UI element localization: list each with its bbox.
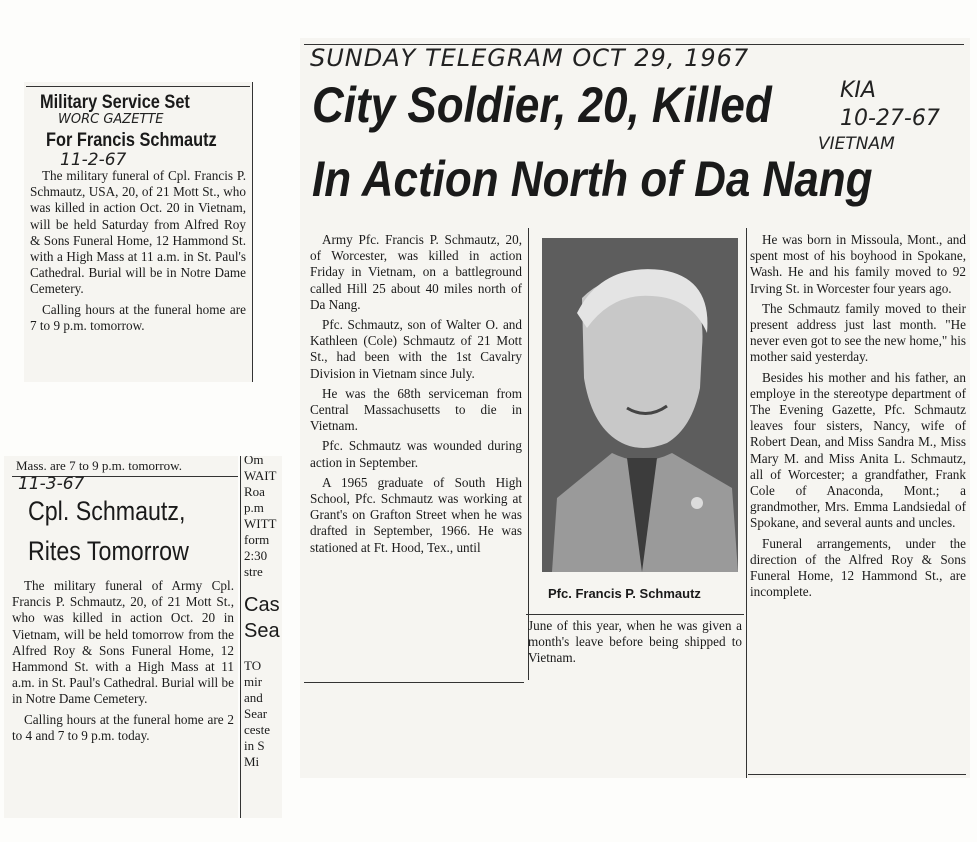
fragment-line: stre <box>244 564 263 579</box>
main-handwritten-kia: KIA <box>840 78 876 103</box>
caption-rule <box>526 614 744 615</box>
main-paragraph: A 1965 graduate of South High School, Pfc. Schmautz was working at Grant's on Grafton Street when he was drafted in September, 1966. He was stationed at Ft. Hood, Tex., until <box>310 474 522 555</box>
main-paragraph: He was born in Missoula, Mont., and spent most of his boyhood in Spokane, Wash. He and his family moved to 92 Irving St. in Worcester four years ago. <box>750 232 966 296</box>
clip1-right-rule <box>252 82 253 382</box>
clip2-paragraph: Calling hours at the funeral home are 2 to 4 and 7 to 9 p.m. today. <box>12 711 234 743</box>
main-bottom-rule-right <box>748 774 966 775</box>
fragment-line: TO <box>244 658 262 673</box>
main-paragraph: Pfc. Schmautz was wounded during action in September. <box>310 438 522 470</box>
main-paragraph: Pfc. Schmautz, son of Walter O. and Kathleen (Cole) Schmautz of 21 Mott St., had been with the 1st Cavalry Division in Vietnam since July. <box>310 317 522 381</box>
clip2-headline-1: Cpl. Schmautz, <box>28 496 186 526</box>
clip1-headline-2: For Francis Schmautz <box>46 130 217 151</box>
fragment-line <box>244 580 280 592</box>
fragment-line: Sear <box>244 706 268 721</box>
clipping-fragment <box>240 456 282 818</box>
clipping-military-service <box>24 82 252 382</box>
main-paragraph: Besides his mother and his father, an employe in the stereotype department of The Evening Gazette, Pfc. Schmautz leaves four sisters, Nancy, wife of Robert Dean, and Miss Sandra M., Miss Mary M. and Miss Anita L. Schmautz, all of Worcester; a grandfather, Frank Cole of Anaconda, Mont.; a grandmother, Mrs. Emma Landsiedal of Spokane, and several aunts and uncles. <box>750 369 966 531</box>
fragment-line: form <box>244 532 270 547</box>
soldier-portrait-photo <box>542 238 738 572</box>
clip1-handwritten-source: WORC GAZETTE <box>58 112 164 127</box>
fragment-line: WAIT <box>244 468 277 483</box>
fragment-line: Cas <box>244 594 280 616</box>
clip1-headline-1: Military Service Set <box>40 92 190 113</box>
col-divider-1 <box>528 228 529 680</box>
top-rule <box>26 86 250 87</box>
fragment-line: mir <box>244 674 263 689</box>
main-column-3 <box>750 232 966 604</box>
main-headline-line2: In Action North of Da Nang <box>312 151 873 207</box>
main-paragraph: Funeral arrangements, under the direction of the Alfred Roy & Sons Funeral Home, 12 Hammond St., are incomplete. <box>750 535 966 600</box>
fragment-line: p.m <box>244 500 264 515</box>
fragment-line <box>244 644 280 658</box>
clipping-main-article <box>300 38 970 778</box>
photo-caption: Pfc. Francis P. Schmautz <box>548 586 701 601</box>
fragment-line: Om <box>244 456 264 467</box>
main-handwritten-header: SUNDAY TELEGRAM OCT 29, 1967 <box>310 44 750 72</box>
fragment-line: Roa <box>244 484 265 499</box>
clip2-handwritten-date: 11-3-67 <box>18 474 85 494</box>
main-headline-line1: City Soldier, 20, Killed <box>312 77 772 133</box>
clip2-top-line: Mass. are 7 to 9 p.m. tomorrow. <box>16 458 182 473</box>
main-column-1 <box>310 232 522 560</box>
clip2-headline-2: Rites Tomorrow <box>28 536 189 566</box>
main-paragraph: He was the 68th serviceman from Central Massachusetts to die in Vietnam. <box>310 385 522 434</box>
main-handwritten-date: 10-27-67 <box>840 106 940 131</box>
col-divider-2 <box>746 228 747 778</box>
clip1-paragraph: The military funeral of Cpl. Francis P. Schmautz, USA, 20, of 21 Mott St., who was killed in action Oct. 20 in Vietnam, will be held Saturday from Alfred Roy & Sons Funeral Home, 12 Hammond St. with a High Mass at 11 a.m. in St. Paul's Cathedral. Burial will be in Notre Dame Cemetery. <box>30 168 246 297</box>
clip1-paragraph: Calling hours at the funeral home are 7 to 9 p.m. tomorrow. <box>30 301 246 333</box>
main-handwritten-place: VIETNAM <box>818 134 895 154</box>
fragment-line: WITT <box>244 516 277 531</box>
fragment-line: 2:30 <box>244 548 268 563</box>
fragment-line: and <box>244 690 263 705</box>
fragment-line: ceste <box>244 722 270 737</box>
fragment-left-rule <box>240 456 241 818</box>
portrait-silhouette <box>542 238 738 572</box>
main-paragraph: Army Pfc. Francis P. Schmautz, 20, of Worcester, was killed in action Friday in Vietnam, on a battleground called Hill 25 about 40 miles north of Da Nang. <box>310 232 522 312</box>
main-paragraph: The Schmautz family moved to their present address just last month. "He never even got to see the new home," his mother said yesterday. <box>750 300 966 365</box>
main-paragraph: June of this year, when he was given a month's leave before being shipped to Vietnam. <box>528 618 742 666</box>
clip2-paragraph: The military funeral of Army Cpl. Francis P. Schmautz, 20, of 21 Mott St., who was killed in action Oct. 20 in Vietnam, will be held tomorrow from the Alfred Roy & Sons Funeral Home, 12 Hammond St. with a High Mass at 11 a.m. in St. Paul's Cathedral. Burial will be in Notre Dame Cemetery. <box>12 578 234 707</box>
main-bottom-rule <box>304 682 524 683</box>
clip1-handwritten-date: 11-2-67 <box>60 150 127 170</box>
main-column-2-continuation <box>528 618 742 671</box>
fragment-line: Sea <box>244 620 280 642</box>
clipping-rites-tomorrow <box>4 456 238 818</box>
fragment-line: Mi <box>244 754 260 769</box>
fragment-line: in S <box>244 738 265 753</box>
